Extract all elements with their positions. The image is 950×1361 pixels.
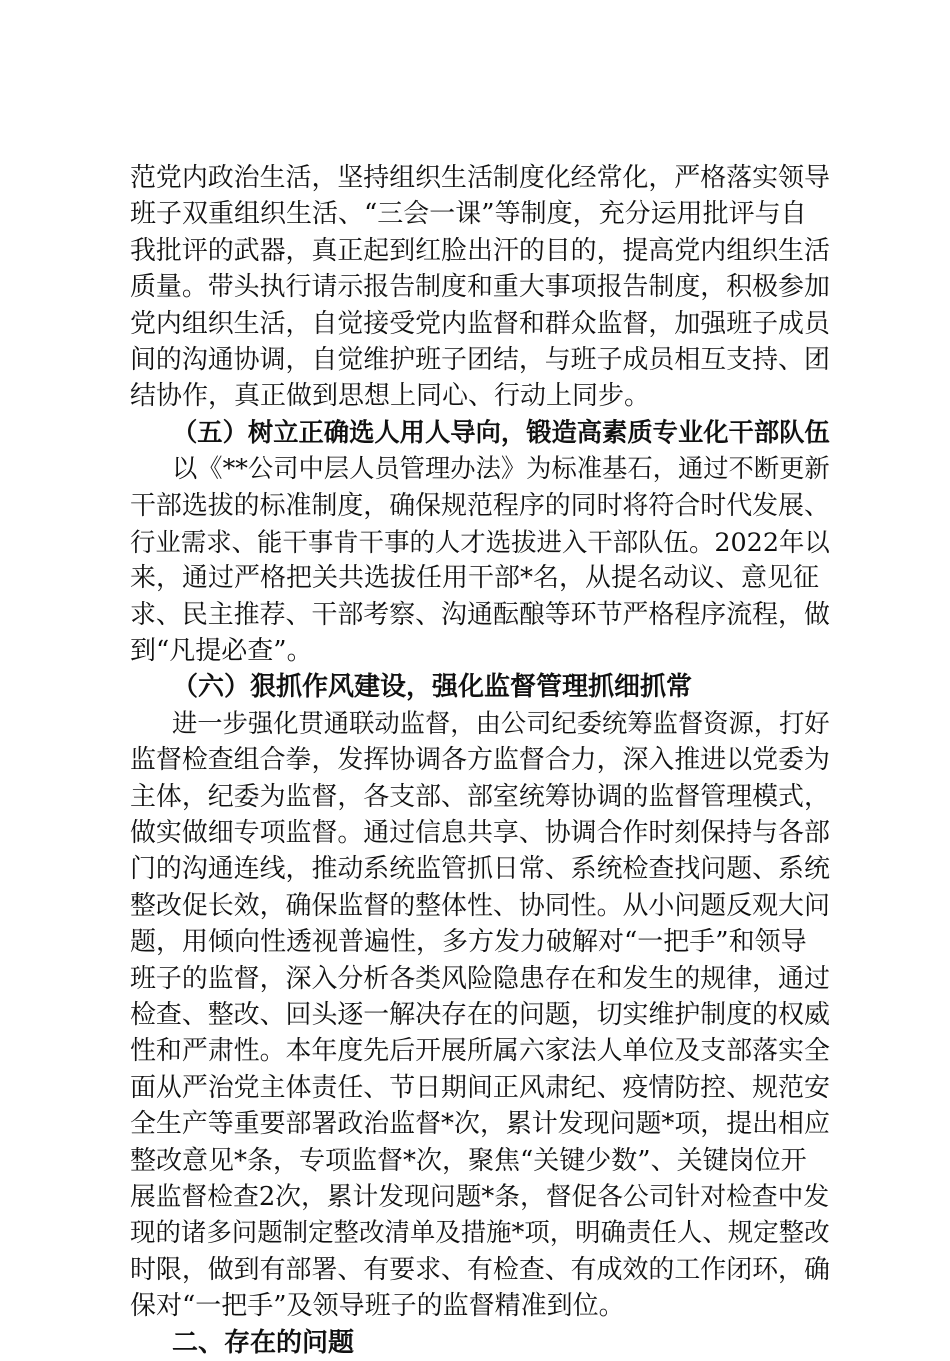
paragraph-line: 间的沟通协调，自觉维护班子团结，与班子成员相互支持、团 (130, 344, 830, 375)
section-heading: （五）树立正确选人用人导向，锻造高素质专业化干部队伍 (172, 417, 830, 447)
section-heading: （六）狠抓作风建设，强化监督管理抓细抓常 (172, 672, 693, 703)
paragraph-line: 来，通过严格把关共选拔任用干部*名，从提名动议、意见征 (130, 563, 820, 594)
paragraph-line: 做实做细专项监督。通过信息共享、协调合作时刻保持与各部 (130, 818, 830, 849)
paragraph-line: 整改促长效，确保监督的整体性、协同性。从小问题反观大问 (130, 890, 830, 921)
paragraph-line: 求、民主推荐、干部考察、沟通酝酿等环节严格程序流程，做 (130, 599, 830, 630)
paragraph-line: 现的诸多问题制定整改清单及措施*项，明确责任人、规定整改 (130, 1218, 830, 1249)
paragraph-line: 到“凡提必查”。 (130, 636, 313, 667)
paragraph-line: 展监督检查2次，累计发现问题*条，督促各公司针对检查中发 (130, 1181, 830, 1212)
section-heading: 二、存在的问题 (172, 1327, 355, 1358)
paragraph-line: 班子的监督，深入分析各类风险隐患存在和发生的规律，通过 (130, 963, 830, 994)
paragraph-line: 门的沟通连线，推动系统监管抓日常、系统检查找问题、系统 (130, 854, 830, 885)
paragraph-line: 班子双重组织生活、“三会一课”等制度，充分运用批评与自 (130, 199, 807, 230)
paragraph-line: 全生产等重要部署政治监督*次，累计发现问题*项，提出相应 (130, 1109, 830, 1140)
paragraph-line: 检查、整改、回头逐一解决存在的问题，切实维护制度的权威 (130, 999, 830, 1030)
paragraph-line: 主体，纪委为监督，各支部、部室统筹协调的监督管理模式， (130, 781, 830, 812)
document-page (130, 160, 830, 1361)
paragraph-line: 范党内政治生活，坚持组织生活制度化经常化，严格落实领导 (130, 163, 830, 193)
paragraph-line: 题，用倾向性透视普遍性，多方发力破解对“一把手”和领导 (130, 927, 807, 958)
paragraph-line: 我批评的武器，真正起到红脸出汗的目的，提高党内组织生活 (130, 235, 830, 266)
paragraph-line: 监督检查组合拳，发挥协调各方监督合力，深入推进以党委为 (130, 745, 830, 776)
paragraph-line: 时限，做到有部署、有要求、有检查、有成效的工作闭环，确 (130, 1254, 830, 1285)
paragraph-line: 以《**公司中层人员管理办法》为标准基石，通过不断更新 (172, 454, 830, 484)
paragraph-line: 面从严治党主体责任、节日期间正风肃纪、疫情防控、规范安 (130, 1072, 830, 1103)
paragraph-line: 保对“一把手”及领导班子的监督精准到位。 (130, 1291, 625, 1322)
paragraph-line: 行业需求、能干事肯干事的人才选拔进入干部队伍。2022年以 (130, 526, 830, 557)
paragraph-line: 性和严肃性。本年度先后开展所属六家法人单位及支部落实全 (130, 1036, 830, 1067)
paragraph-line: 整改意见*条，专项监督*次，聚焦“关键少数”、关键岗位开 (130, 1145, 807, 1176)
paragraph-line: 结协作，真正做到思想上同心、行动上同步。 (130, 381, 651, 412)
paragraph-line: 党内组织生活，自觉接受党内监督和群众监督，加强班子成员 (130, 308, 830, 339)
paragraph-line: 干部选拔的标准制度，确保规范程序的同时将符合时代发展、 (130, 490, 830, 521)
paragraph-line: 进一步强化贯通联动监督，由公司纪委统筹监督资源，打好 (172, 708, 830, 738)
paragraph-line: 质量。带头执行请示报告制度和重大事项报告制度，积极参加 (130, 272, 830, 303)
